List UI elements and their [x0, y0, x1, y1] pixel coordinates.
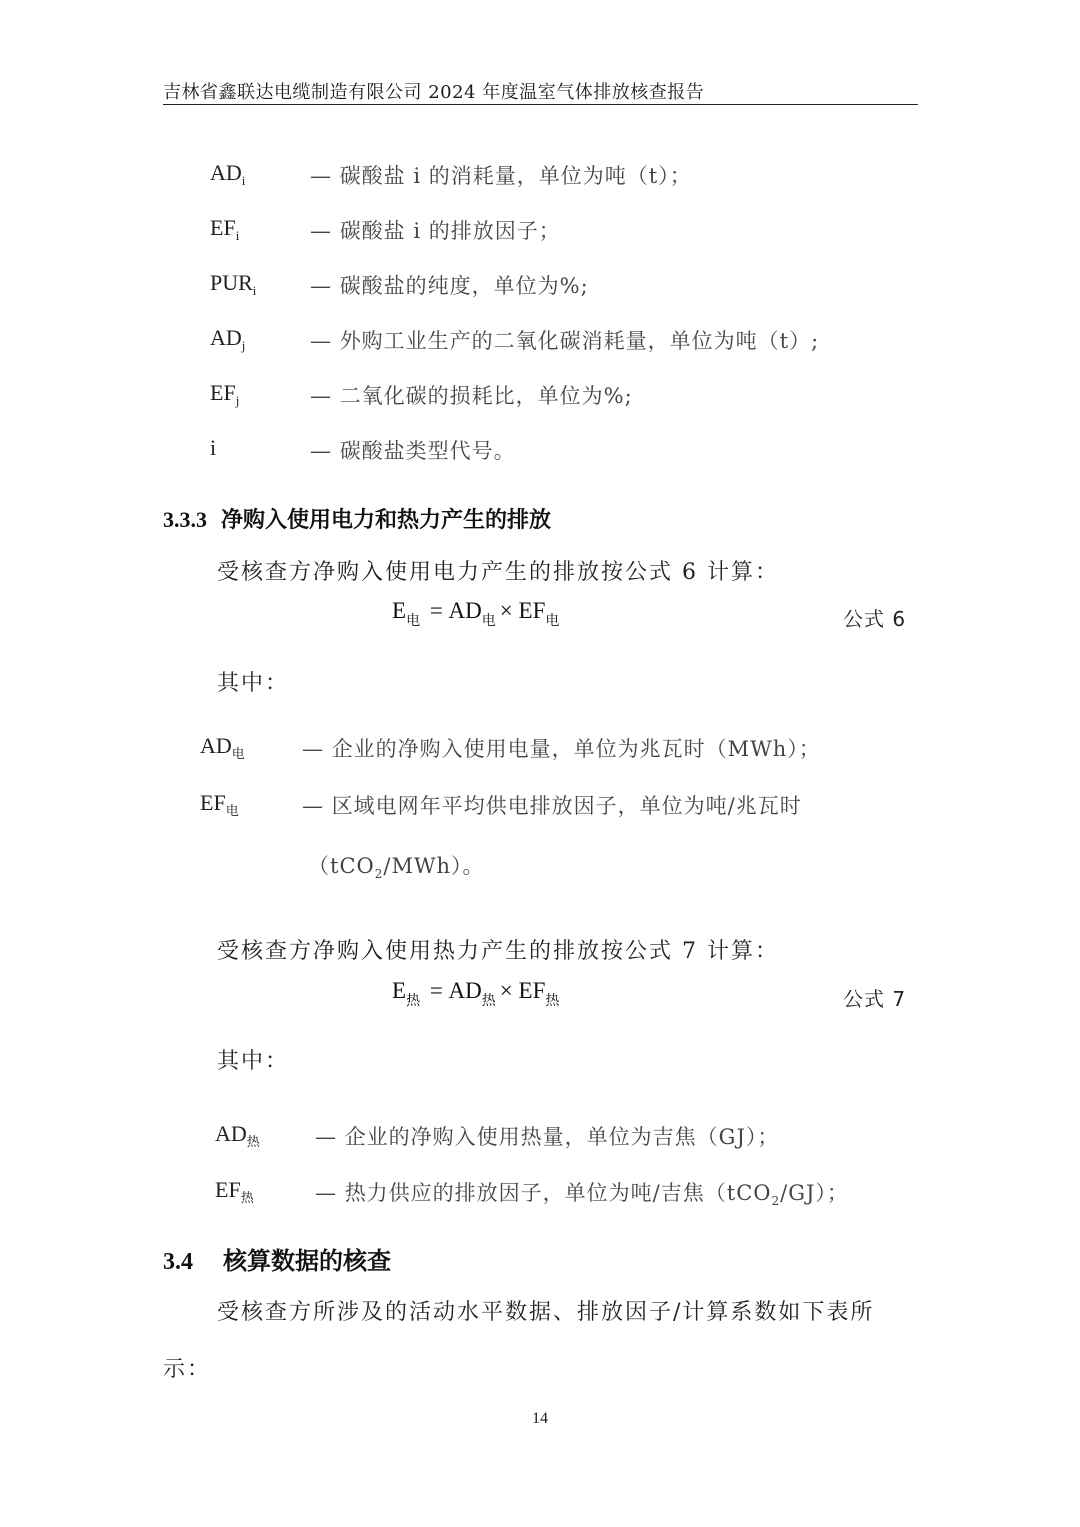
heat-where: 其中： — [217, 1049, 290, 1074]
report-header: 吉林省鑫联达电缆制造有限公司 2024 年度温室气体排放核查报告 — [163, 82, 705, 103]
definition-pur-i: — 碳酸盐的纯度，单位为%; — [310, 274, 589, 298]
definition-ef-elec: — 区域电网年平均供电排放因子，单位为吨/兆瓦时 — [302, 794, 802, 818]
symbol-ad-elec: $AD_电$ — [200, 733, 245, 761]
symbol-i: i — [210, 435, 217, 460]
symbol-pur-i: $PUR_i$ — [210, 270, 257, 298]
symbol-ad-i: $AD_i$ — [210, 160, 246, 188]
page-number: 14 — [532, 1410, 548, 1427]
definition-ad-i: — 碳酸盐 i 的消耗量，单位为吨（t）； — [310, 164, 692, 188]
symbol-ef-j: $EF_j$ — [210, 380, 240, 408]
definition-i: — 碳酸盐类型代号。 — [310, 439, 516, 463]
heat-intro: 受核查方净购入使用热力产生的排放按公式 7 计算： — [217, 939, 779, 964]
section-heading-3-4: 3.4 核算数据的核查 — [163, 1246, 391, 1275]
symbol-ad-heat: $AD_热$ — [215, 1121, 260, 1149]
definition-ad-j: — 外购工业生产的二氧化碳消耗量，单位为吨（t）; — [310, 329, 820, 353]
electricity-intro: 受核查方净购入使用电力产生的排放按公式 6 计算： — [217, 560, 779, 585]
symbol-ad-j: $AD_j$ — [210, 325, 246, 353]
formula-6: $E_电 = AD_电 \times EF_电$ — [392, 598, 560, 629]
section-3-4-paragraph-line2: 示： — [163, 1357, 212, 1382]
header-rule — [163, 104, 918, 105]
formula-7-label: 公式 7 — [843, 987, 907, 1011]
symbol-ef-elec: $EF_电$ — [200, 790, 239, 818]
definition-ef-j: — 二氧化碳的损耗比，单位为%; — [310, 384, 633, 408]
unit-tco2-mwh: （tCO$_2$/MWh）。 — [308, 854, 485, 882]
formula-6-label: 公式 6 — [843, 607, 907, 631]
definition-ad-heat: — 企业的净购入使用热量，单位为吉焦（GJ）； — [315, 1125, 780, 1149]
symbol-ef-i: $EF_i$ — [210, 215, 240, 243]
definition-ad-elec: — 企业的净购入使用电量，单位为兆瓦时（MWh）； — [302, 737, 821, 761]
definition-ef-heat: — 热力供应的排放因子，单位为吨/吉焦（tCO$_2$/GJ）； — [315, 1181, 849, 1209]
symbol-ef-heat: $EF_热$ — [215, 1177, 254, 1205]
section-heading-3-3-3: 3.3.3 净购入使用电力和热力产生的排放 — [163, 507, 552, 533]
section-3-4-paragraph-line1: 受核查方所涉及的活动水平数据、排放因子/计算系数如下表所 — [217, 1300, 875, 1325]
formula-7: $E_热 = AD_热 \times EF_热$ — [392, 978, 560, 1009]
definition-ef-i: — 碳酸盐 i 的排放因子； — [310, 219, 561, 243]
electricity-where: 其中： — [217, 671, 290, 696]
